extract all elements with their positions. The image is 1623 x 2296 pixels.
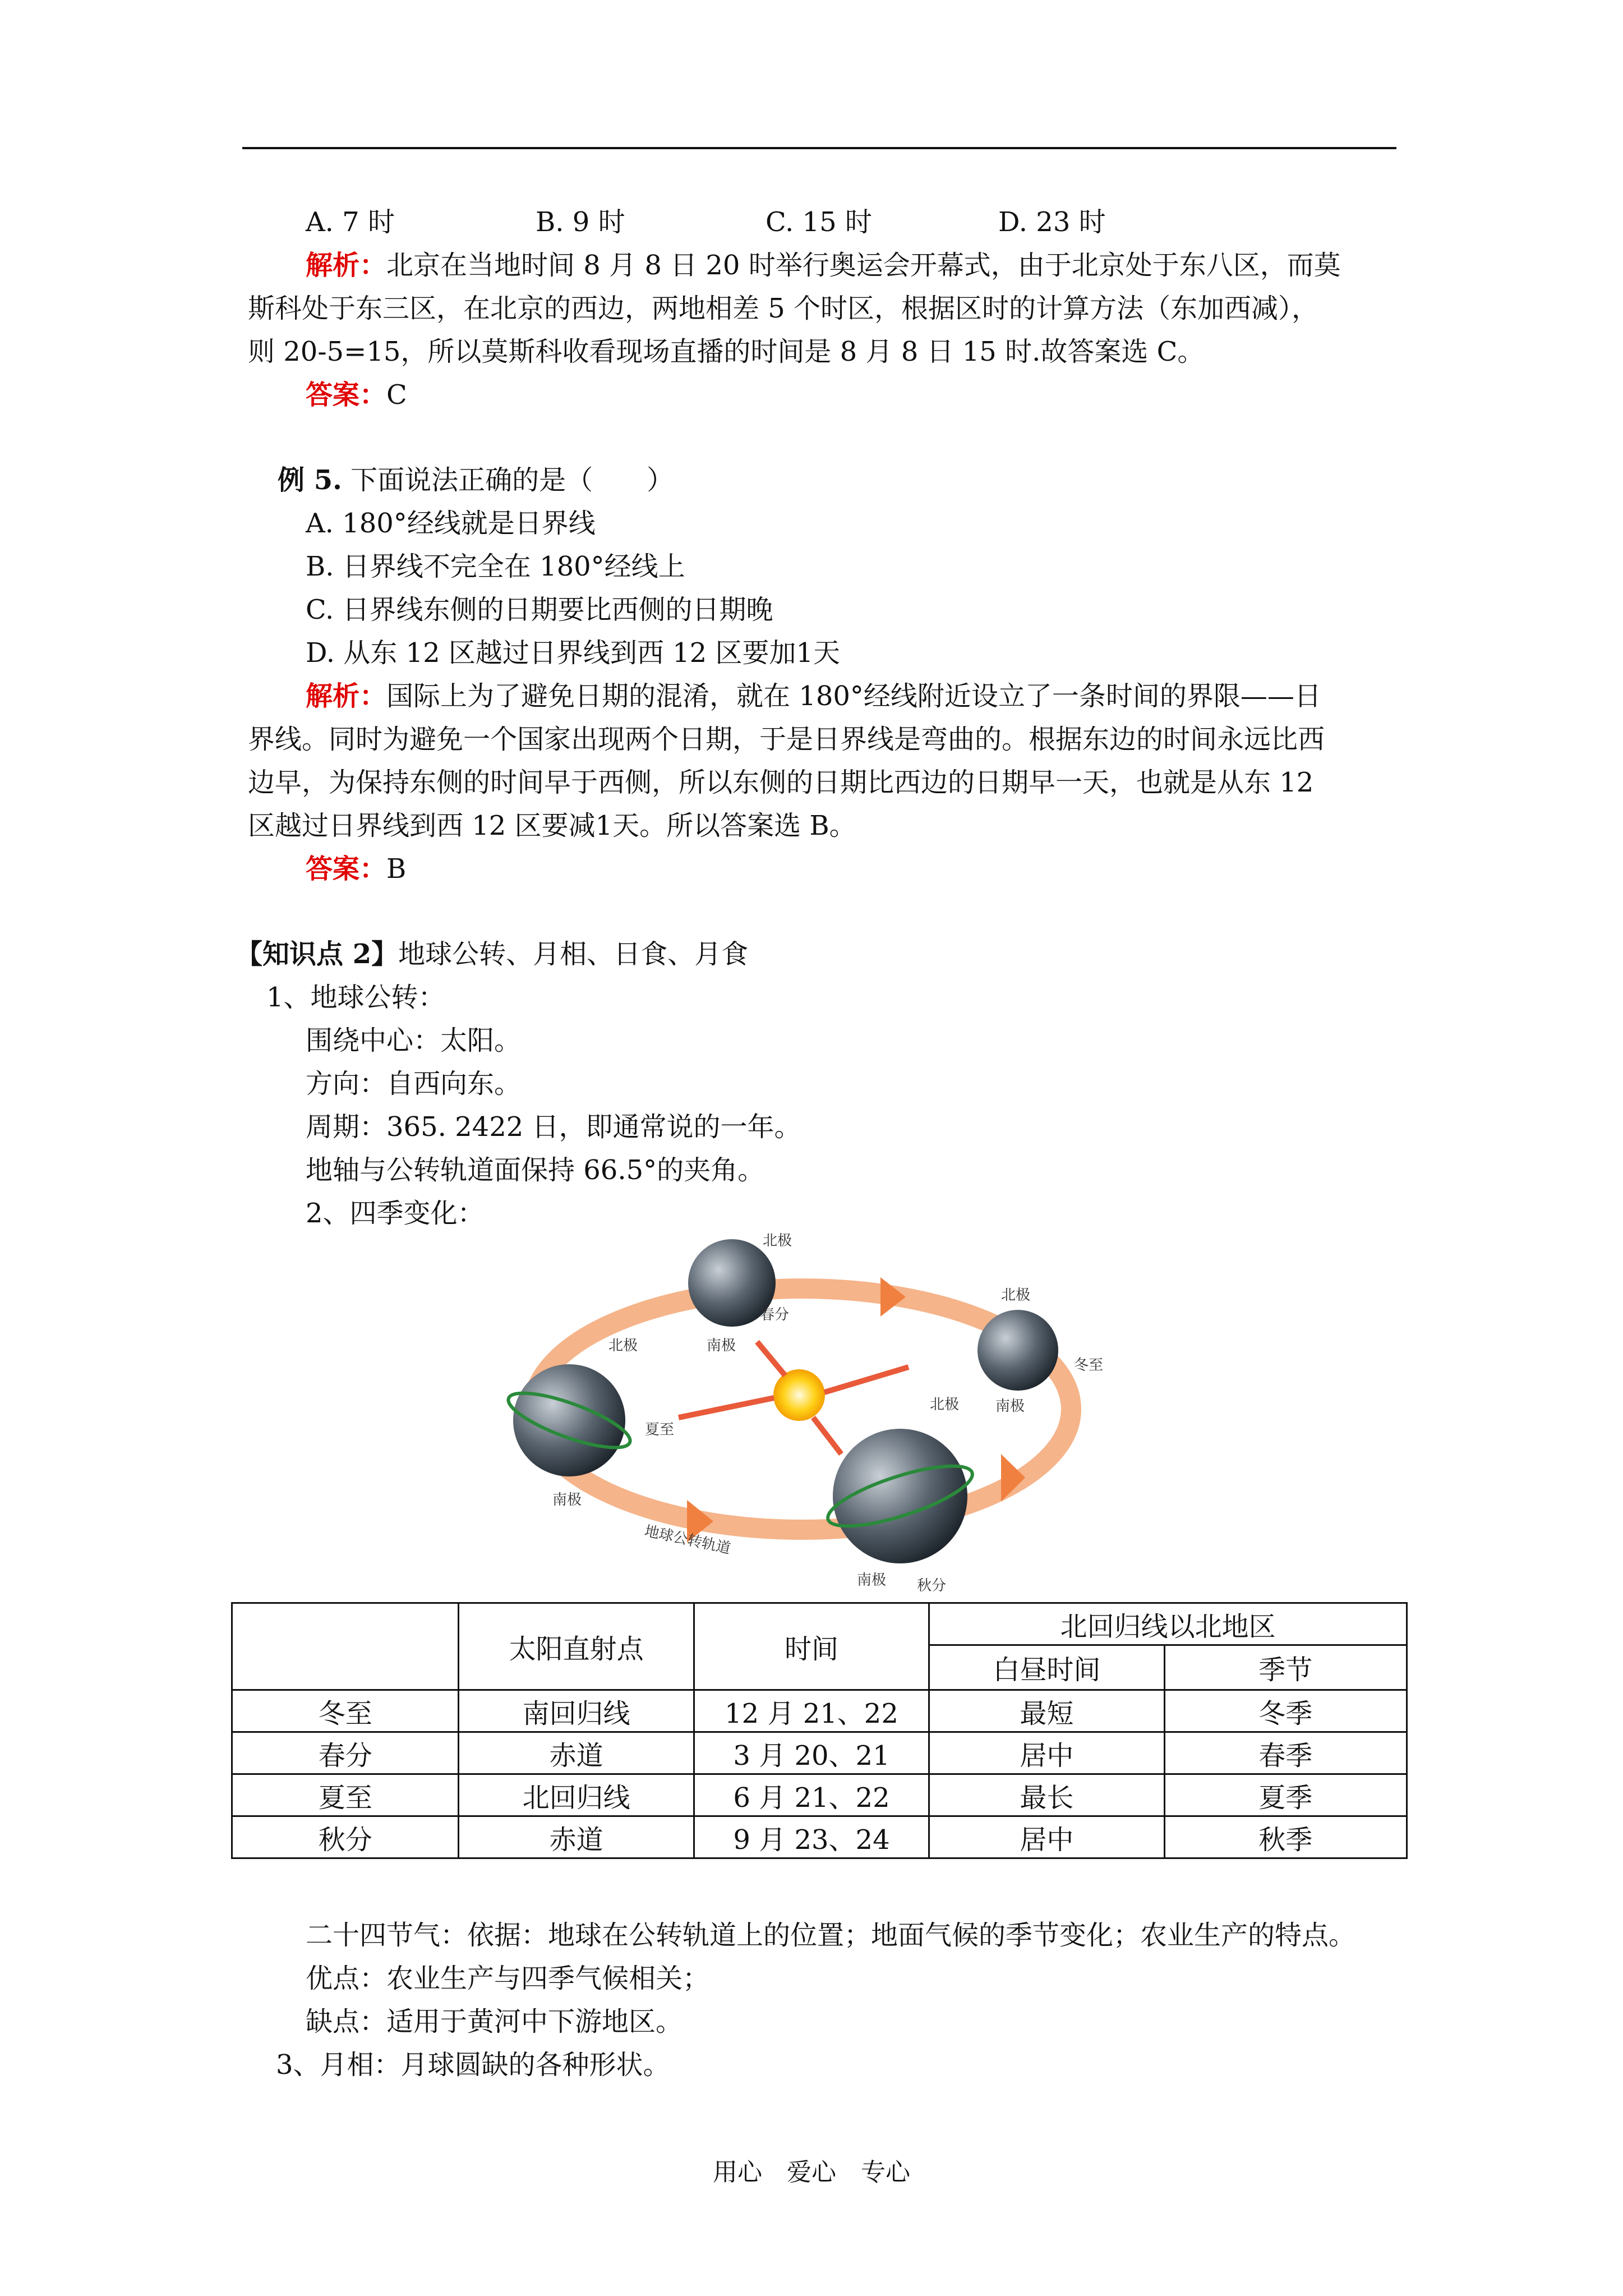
- seasons-heading: 2、四季变化：: [306, 1198, 485, 1229]
- answer-2: 答案：B: [306, 853, 407, 885]
- analysis-2-line-3: 边早，为保持东侧的时间早于西侧，所以东侧的日期比西边的日期早一天，也就是从东 12: [248, 767, 1314, 798]
- analysis-2-line-1: 解析：国际上为了避免日期的混淆，就在 180°经线附近设立了一条时间的界限——日: [306, 680, 1321, 712]
- seasons-table: [231, 1602, 1408, 1859]
- label-spring: 春分: [760, 1306, 790, 1323]
- header-rule: [242, 147, 1396, 149]
- revolution-axis: 地轴与公转轨道面保持 66.5°的夹角。: [306, 1154, 765, 1186]
- header-date: 时间: [694, 1603, 929, 1690]
- knowledge-point-heading: 【知识点 2】地球公转、月相、日食、月食: [236, 938, 749, 970]
- page-footer: 用心 爱心 专心: [713, 2158, 910, 2187]
- example-5-option-a: A. 180°经线就是日界线: [306, 508, 596, 539]
- example-5-option-d: D. 从东 12 区越过日界线到西 12 区要加1天: [306, 637, 841, 669]
- analysis-2-line-2: 界线。同时为避免一个国家出现两个日期，于是日界线是弯曲的。根据东边的时间永远比西: [248, 724, 1325, 755]
- earth-revolution-diagram: [494, 1224, 1110, 1600]
- header-north-region: 北回归线以北地区: [929, 1603, 1407, 1645]
- revolution-heading: 1、地球公转：: [266, 982, 445, 1013]
- sun-ray: [824, 1367, 909, 1392]
- revolution-period: 周期：365. 2422 日，即通常说的一年。: [306, 1111, 801, 1143]
- option-c: C. 15 时: [766, 206, 872, 238]
- example-5-question: 例 5. 下面说法正确的是（ ）: [278, 464, 674, 496]
- label-south-pole-autumn: 南极: [857, 1572, 887, 1589]
- table-corner-cell: [232, 1603, 459, 1690]
- label-south-pole-spring: 南极: [707, 1337, 736, 1354]
- analysis-label: 解析：: [306, 680, 387, 712]
- orbit-arrow-top-right: [880, 1277, 906, 1317]
- solar-terms-disadvantage: 缺点：适用于黄河中下游地区。: [306, 2006, 683, 2037]
- label-autumn: 秋分: [917, 1577, 947, 1594]
- answer-label: 答案：: [306, 853, 387, 885]
- example-label: 例 5.: [278, 464, 342, 496]
- label-summer: 夏至: [645, 1421, 675, 1438]
- label-orbit: 地球公转轨道: [643, 1522, 732, 1558]
- analysis-label: 解析：: [306, 250, 387, 281]
- solar-terms-basis: 二十四节气：依据：地球在公转轨道上的位置；地面气候的季节变化；农业生产的特点。: [306, 1920, 1356, 1951]
- example-5-option-b: B. 日界线不完全在 180°经线上: [306, 551, 685, 582]
- sun-ray: [813, 1418, 841, 1454]
- label-north-pole-autumn: 北极: [930, 1396, 960, 1413]
- analysis-1-line-2: 斯科处于东三区，在北京的西边，两地相差 5 个时区，根据区时的计算方法（东加西减），: [248, 293, 1319, 324]
- header-daytime: 白昼时间: [929, 1645, 1164, 1690]
- earth-winter-icon: [978, 1310, 1058, 1391]
- answer-1: 答案：C: [306, 379, 407, 411]
- answer-label: 答案：: [306, 379, 387, 411]
- moon-phase-heading: 3、月相：月球圆缺的各种形状。: [276, 2049, 670, 2081]
- analysis-2-line-4: 区越过日界线到西 12 区要减1天。所以答案选 B。: [248, 810, 856, 841]
- sun-icon: [773, 1369, 825, 1421]
- option-a: A. 7 时: [306, 206, 395, 238]
- label-south-pole-summer: 南极: [552, 1492, 582, 1508]
- label-north-pole-summer: 北极: [608, 1337, 638, 1354]
- solar-terms-advantage: 优点：农业生产与四季气候相关；: [306, 1963, 710, 1994]
- table-row: 春分 赤道 3 月 20、21 居中 春季: [232, 1732, 1407, 1774]
- option-d: D. 23 时: [998, 206, 1106, 238]
- option-b: B. 9 时: [536, 206, 625, 238]
- table-row: 冬至 南回归线 12 月 21、22 最短 冬季: [232, 1690, 1407, 1732]
- table-row: 夏至 北回归线 6 月 21、22 最长 夏季: [232, 1774, 1407, 1816]
- knowledge-label: 【知识点 2】: [236, 938, 399, 970]
- table-row: 秋分 赤道 9 月 23、24 居中 秋季: [232, 1816, 1407, 1858]
- sun-ray: [757, 1342, 785, 1375]
- header-season: 季节: [1164, 1645, 1407, 1690]
- sun-ray: [679, 1398, 774, 1418]
- label-winter: 冬至: [1074, 1357, 1104, 1374]
- label-north-pole-spring: 北极: [763, 1232, 792, 1249]
- example-5-option-c: C. 日界线东侧的日期要比西侧的日期晚: [306, 594, 773, 625]
- analysis-1-line-3: 则 20-5=15，所以莫斯科收看现场直播的时间是 8 月 8 日 15 时.故答案选 C。: [248, 336, 1205, 367]
- revolution-direction: 方向：自西向东。: [306, 1068, 522, 1099]
- header-subsolar: 太阳直射点: [459, 1603, 694, 1690]
- label-north-pole-winter: 北极: [1001, 1287, 1031, 1304]
- revolution-center: 围绕中心：太阳。: [306, 1025, 522, 1056]
- label-south-pole-winter: 南极: [995, 1398, 1025, 1415]
- analysis-1-line-1: 解析：北京在当地时间 8 月 8 日 20 时举行奥运会开幕式，由于北京处于东八区，而莫: [306, 250, 1341, 281]
